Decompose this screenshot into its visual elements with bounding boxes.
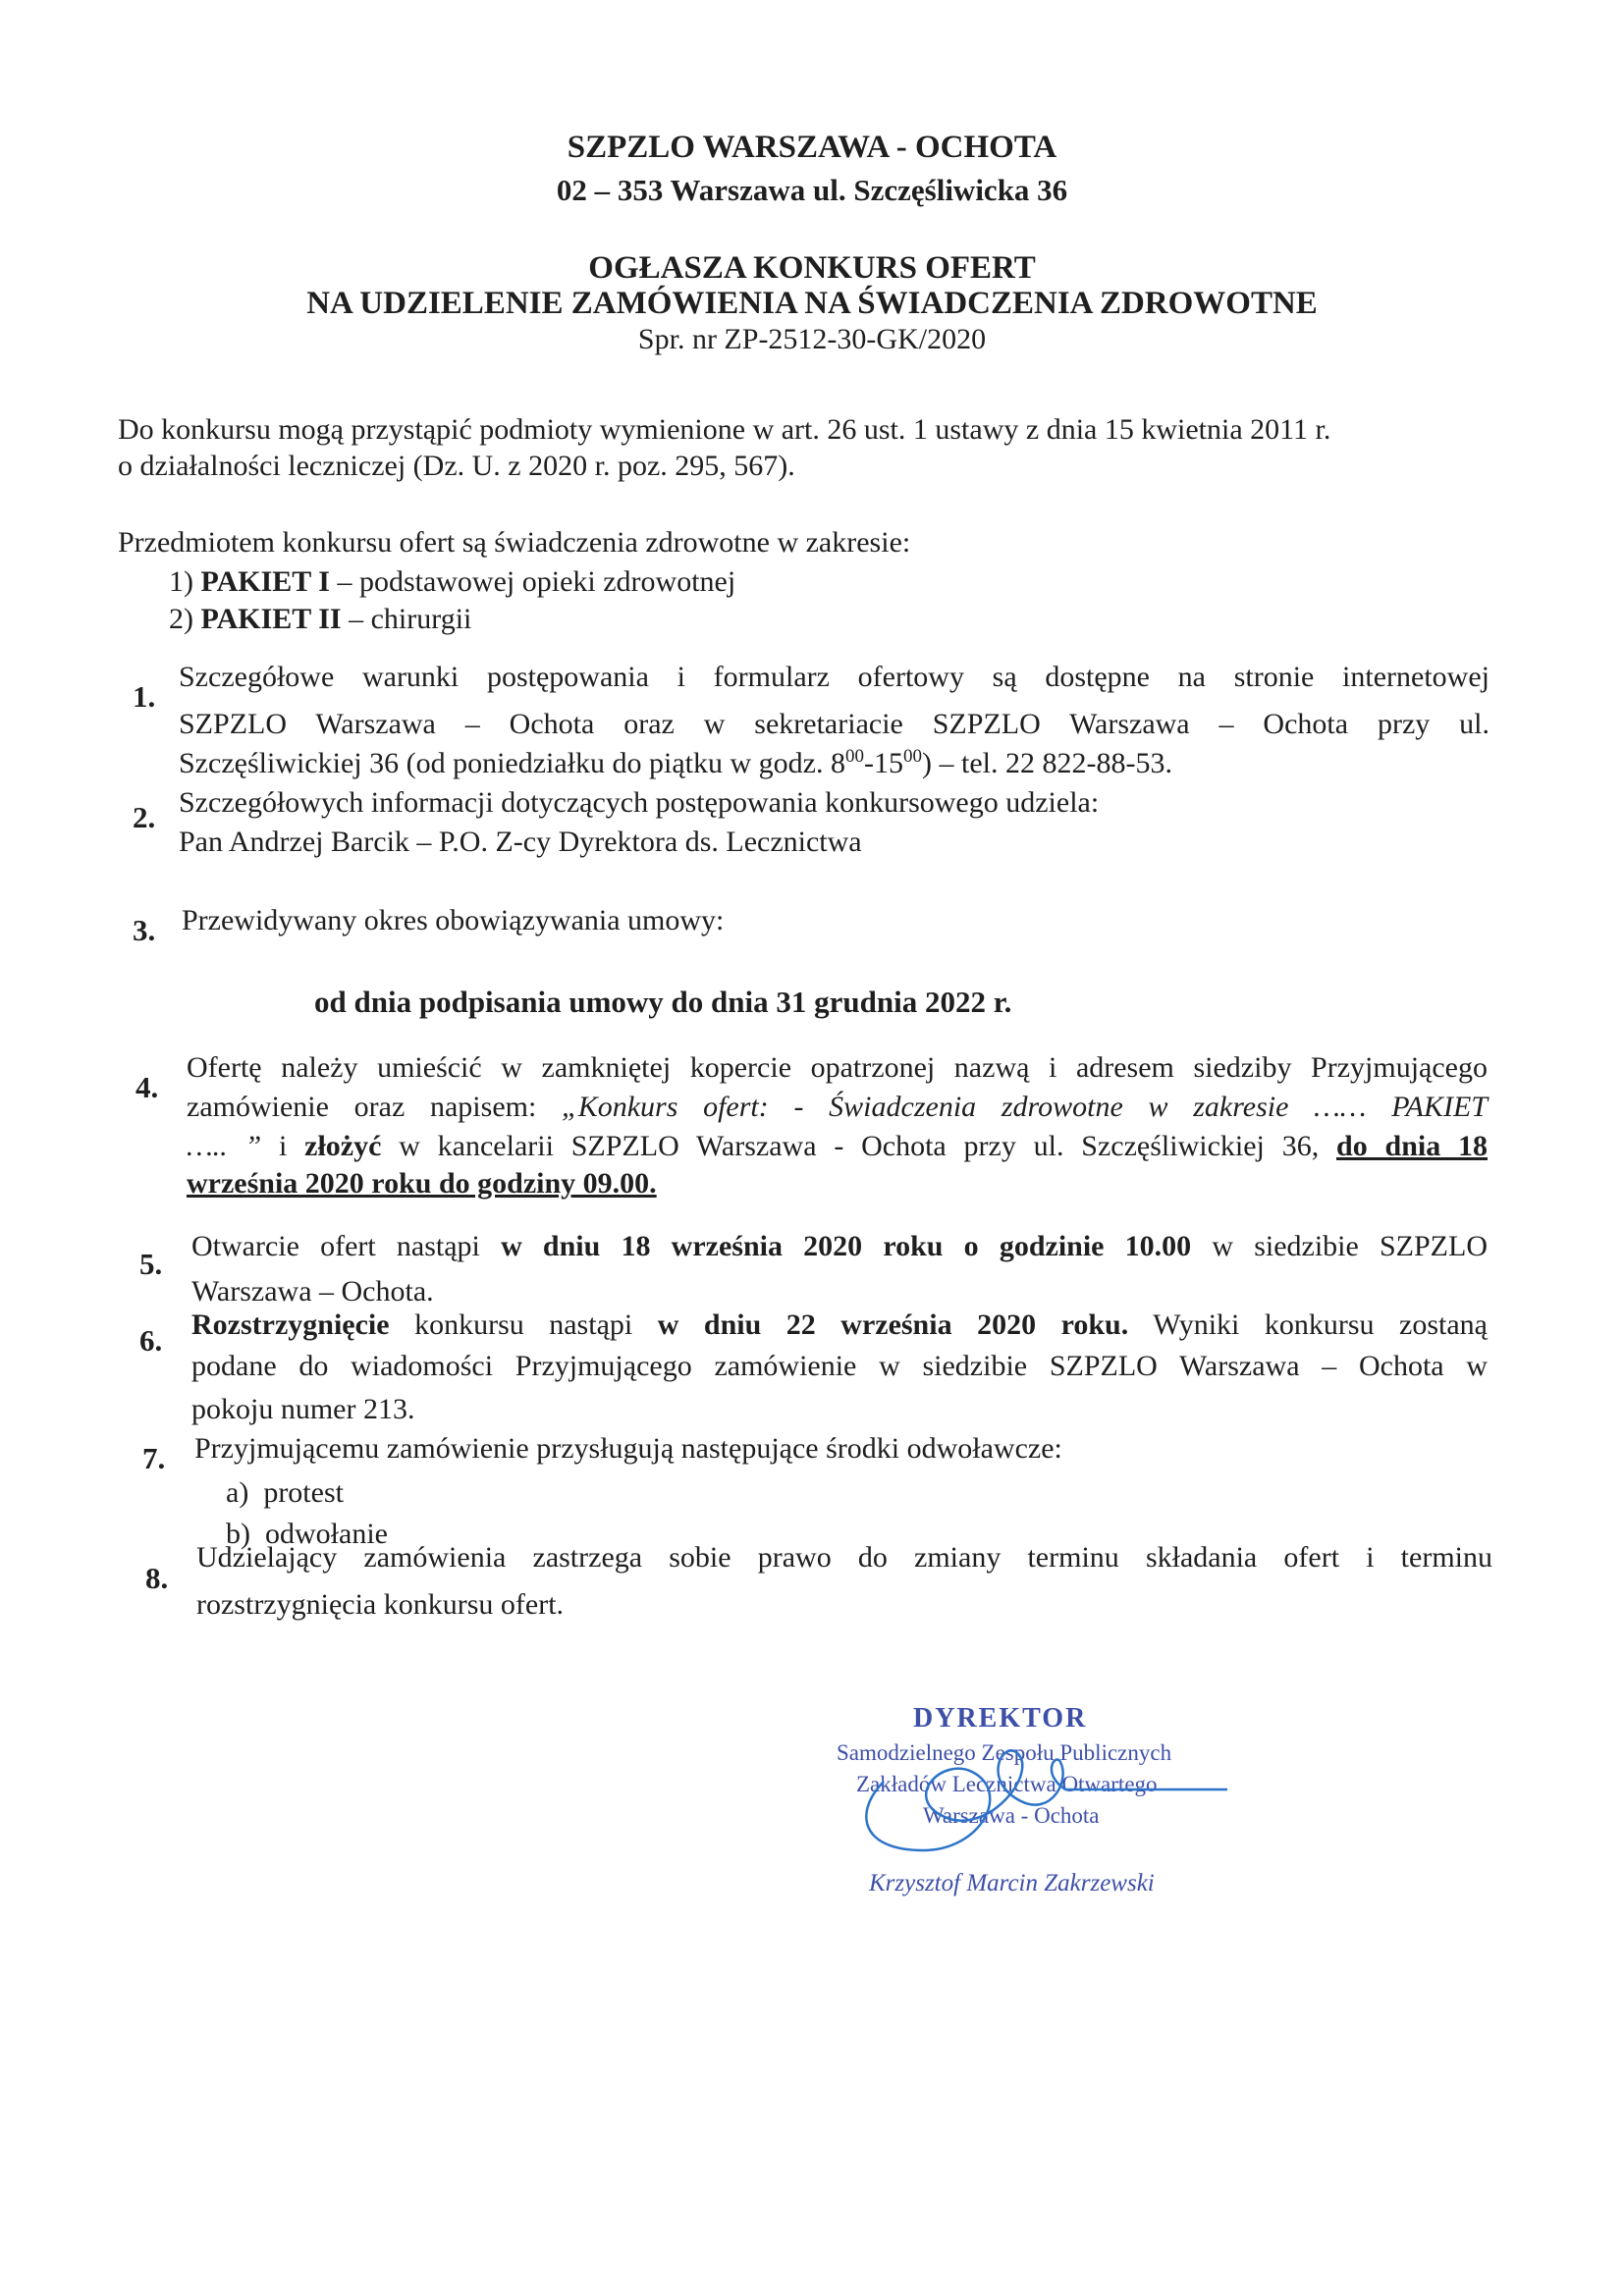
item-6-number: 6.: [139, 1323, 163, 1358]
item-3-contract-period: od dnia podpisania umowy do dnia 31 grudnia 2022 r.: [314, 985, 1012, 1019]
package-1-desc: – podstawowej opieki zdrowotnej: [337, 565, 736, 598]
item-5-opening-date: w dniu 18 września 2020 roku o godzinie 10.00: [501, 1230, 1192, 1262]
signature-scribble: [815, 1703, 1237, 1870]
item-6-resolution-date: w dniu 22 września 2020 roku.: [657, 1308, 1129, 1341]
item-6-resolution: Rozstrzygnięcie: [191, 1308, 390, 1341]
intro-line-2: o działalności leczniczej (Dz. U. z 2020 r. poz. 295, 567).: [118, 450, 795, 482]
package-1-num: 1): [169, 565, 193, 598]
item-7-a-label: a): [226, 1476, 249, 1509]
item-1-hours-mid: -15: [864, 747, 903, 779]
org-address: 02 – 353 Warszawa ul. Szczęśliwicka 36: [556, 173, 1068, 207]
item-6-text-d: Wyniki konkursu zostaną: [1128, 1308, 1488, 1341]
item-1-line-3: [179, 746, 1172, 781]
director-stamp: [815, 1703, 1237, 1909]
item-1-hours-text: Szczęśliwickiej 36 (od poniedziałku do piątku w godz. 8: [179, 747, 845, 779]
item-1-sup-2: 00: [903, 746, 922, 767]
item-8-line-2: rozstrzygnięcia konkursu ofert.: [196, 1588, 565, 1621]
item-1-line-2: SZPZLO Warszawa – Ochota oraz w sekretariacie SZPZLO Warszawa – Ochota przy ul.: [179, 708, 1489, 740]
item-4-submit: złożyć: [304, 1130, 382, 1162]
item-8-line-1: Udzielający zamówienia zastrzega sobie prawo do zmiany terminu składania ofert i terminu: [196, 1541, 1492, 1574]
item-4-office: w kancelarii SZPZLO Warszawa - Ochota przy ul. Szczęśliwickiej 36,: [381, 1130, 1337, 1162]
subject-line: Przedmiotem konkursu ofert są świadczenia zdrowotne w zakresie:: [118, 526, 911, 559]
announcement-subtitle: NA UDZIELENIE ZAMÓWIENIA NA ŚWIADCZENIA ZDROWOTNE: [306, 286, 1318, 321]
item-4-line-3: [187, 1127, 1488, 1165]
package-1: [169, 564, 735, 600]
item-2-number: 2.: [133, 800, 156, 834]
item-6-text-b: konkursu nastąpi: [389, 1308, 658, 1341]
item-4-number: 4.: [135, 1070, 159, 1104]
stamp-line-1: Samodzielnego Zespołu Publicznych: [837, 1740, 1172, 1765]
item-1-number: 1.: [133, 679, 156, 714]
item-4-deadline-a: do dnia 18: [1336, 1130, 1489, 1162]
reference-number: Spr. nr ZP-2512-30-GK/2020: [637, 323, 987, 355]
item-6-line-2: podane do wiadomości Przyjmującego zamówienie w siedzibie SZPZLO Warszawa – Ochota w: [191, 1350, 1488, 1382]
stamp-line-3: Warszawa - Ochota: [923, 1803, 1100, 1828]
item-1-line-1: Szczegółowe warunki postępowania i formularz ofertowy są dostępne na stronie internetowej: [179, 661, 1489, 693]
item-2-line-1: Szczegółowych informacji dotyczących postępowania konkursowego udziela:: [179, 786, 1100, 819]
item-4-line-1: Ofertę należy umieścić w zamkniętej kopercie opatrzonej nazwą i adresem siedziby Przyjmującego: [187, 1051, 1488, 1084]
item-5-line-1: [191, 1227, 1488, 1265]
org-name: SZPZLO WARSZAWA - OCHOTA: [567, 130, 1057, 165]
stamp-title: DYREKTOR: [913, 1703, 1088, 1734]
item-4-line-2: [187, 1088, 1488, 1126]
item-7-number: 7.: [142, 1441, 166, 1475]
item-1-sup-1: 00: [845, 746, 864, 767]
item-5-text-c: w siedzibie SZPZLO: [1191, 1230, 1489, 1262]
item-7-b-text: odwołanie: [265, 1518, 388, 1550]
item-2-line-2: Pan Andrzej Barcik – P.O. Z-cy Dyrektora ds. Lecznictwa: [179, 826, 862, 858]
item-1-phone: ) – tel. 22 822-88-53.: [922, 747, 1172, 779]
item-7-option-a: [226, 1475, 344, 1511]
item-8-number: 8.: [145, 1561, 169, 1595]
package-2: [169, 602, 471, 637]
item-7-line-1: Przyjmującemu zamówienie przysługują następujące środki odwoławcze:: [194, 1432, 1062, 1465]
item-5-line-2: Warszawa – Ochota.: [191, 1275, 434, 1308]
item-4-text-a: zamówienie oraz napisem:: [187, 1091, 563, 1123]
item-7-b-label: b): [226, 1518, 250, 1550]
package-2-name: PAKIET II: [200, 603, 342, 635]
item-5-text-a: Otwarcie ofert nastąpi: [191, 1230, 502, 1262]
item-3-number: 3.: [133, 913, 156, 947]
package-1-name: PAKIET I: [200, 565, 330, 598]
item-4-and: i: [261, 1130, 305, 1162]
item-4-package-dots: ….. ”: [187, 1130, 262, 1162]
item-6-line-3: pokoju numer 213.: [191, 1393, 415, 1425]
package-2-num: 2): [169, 603, 193, 635]
item-7-a-text: protest: [263, 1476, 344, 1509]
item-5-number: 5.: [139, 1247, 163, 1281]
director-name: Krzysztof Marcin Zakrzewski: [869, 1870, 1155, 1896]
item-6-line-1: [191, 1306, 1488, 1344]
item-4-envelope-label: „Konkurs ofert: - Świadczenia zdrowotne w zakresie …… PAKIET: [562, 1091, 1488, 1123]
item-3-line-1: Przewidywany okres obowiązywania umowy:: [182, 904, 725, 936]
item-4-deadline-b: września 2020 roku do godziny 09.00.: [187, 1167, 657, 1200]
stamp-line-2: Zakładów Lecznictwa Otwartego: [856, 1772, 1158, 1796]
package-2-desc: – chirurgii: [349, 603, 472, 635]
announcement-title: OGŁASZA KONKURS OFERT: [588, 250, 1036, 286]
intro-line-1: Do konkursu mogą przystąpić podmioty wymienione w art. 26 ust. 1 ustawy z dnia 15 kwietnia 2011 r.: [118, 413, 1331, 446]
